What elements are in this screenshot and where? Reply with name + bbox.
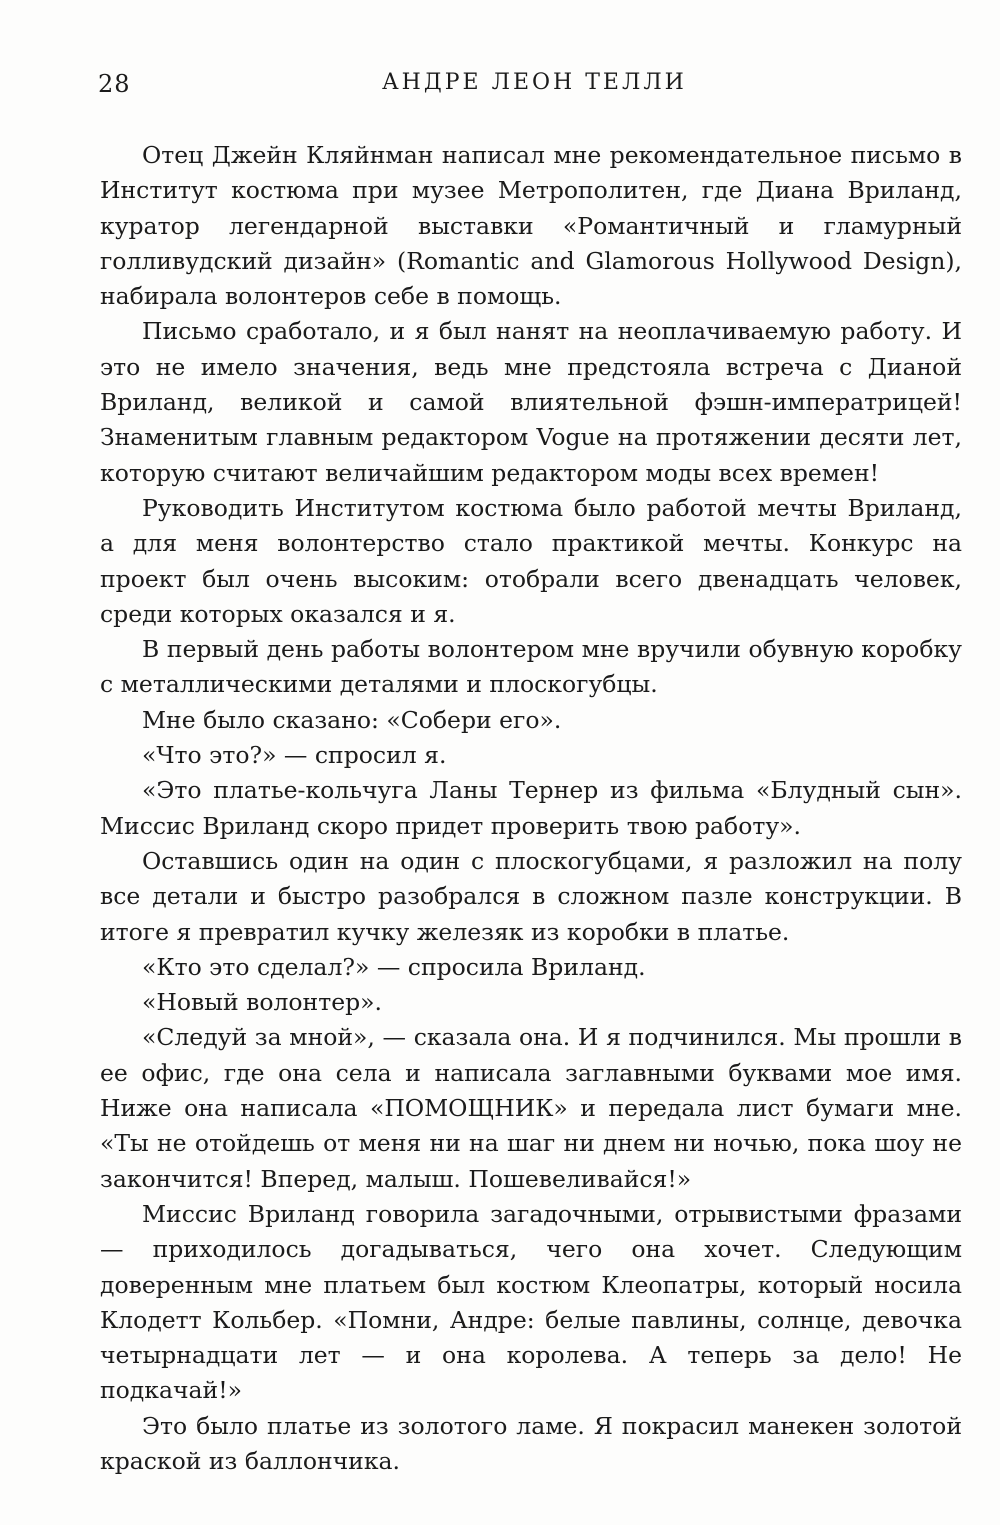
- paragraph: Мне было сказано: «Собери его».: [142, 705, 562, 734]
- paragraph: «Кто это сделал?» — спросила Вриланд.: [142, 952, 646, 981]
- paragraph: Отец Джейн Кляйнман написал мне рекомендательное письмо в Институт костюма при музее Метрополитен, где Диана Вриланд, куратор легендарной выставки «Романтичный и гламурный голливудский дизайн» (Romantic and Glamorous Hollywood Design), набирала волонтеров себе в помощь.: [100, 141, 962, 311]
- running-head: [98, 70, 962, 100]
- running-title: АНДРЕ ЛЕОН ТЕЛЛИ: [382, 70, 687, 95]
- paragraph: «Это платье-кольчуга Ланы Тернер из фильма «Блудный сын». Миссис Вриланд скоро придет проверить твою работу».: [100, 776, 962, 840]
- paragraph: Оставшись один на один с плоскогубцами, я разложил на полу все детали и быстро разобрался в сложном пазле конструкции. В итоге я превратил кучку железяк из коробки в платье.: [100, 846, 962, 946]
- paragraph: «Новый волонтер».: [142, 988, 383, 1017]
- paragraph: Руководить Институтом костюма было работой мечты Вриланд, а для меня волонтерство стало практикой мечты. Конкурс на проект был очень высоким: отобрали всего двенадцать человек, среди которых оказался и я.: [100, 493, 962, 628]
- paragraph: Письмо сработало, и я был нанят на неоплачиваемую работу. И это не имело значения, ведь мне предстояла встреча с Дианой Вриланд, великой и самой влиятельной фэшн-императрицей! Знаменитым главным редактором Vogue на протяжении десяти лет, которую считают величайшим редактором моды всех времен!: [100, 317, 962, 487]
- paragraph: «Что это?» — спросил я.: [142, 741, 447, 770]
- body-text: [100, 138, 962, 1479]
- paragraph: В первый день работы волонтером мне вручили обувную коробку с металлическими деталями и плоскогубцы.: [100, 635, 962, 699]
- paragraph: «Следуй за мной», — сказала она. И я подчинился. Мы прошли в ее офис, где она села и написала заглавными буквами мое имя. Ниже она написала «ПОМОЩНИК» и передала лист бумаги мне. «Ты не отойдешь от меня ни на шаг ни днем ни ночью, пока шоу не закончится! Вперед, малыш. Пошевеливайся!»: [100, 1023, 962, 1193]
- paragraph: Это было платье из золотого ламе. Я покрасил манекен золотой краской из баллончика.: [100, 1411, 962, 1475]
- paragraph: Миссис Вриланд говорила загадочными, отрывистыми фразами — приходилось догадываться, чего она хочет. Следующим доверенным мне платьем был костюм Клеопатры, который носила Клодетт Кольбер. «Помни, Андре: белые павлины, солнце, девочка четырнадцати лет — и она королева. А теперь за дело! Не подкачай!»: [100, 1199, 962, 1405]
- page-number: 28: [98, 70, 131, 98]
